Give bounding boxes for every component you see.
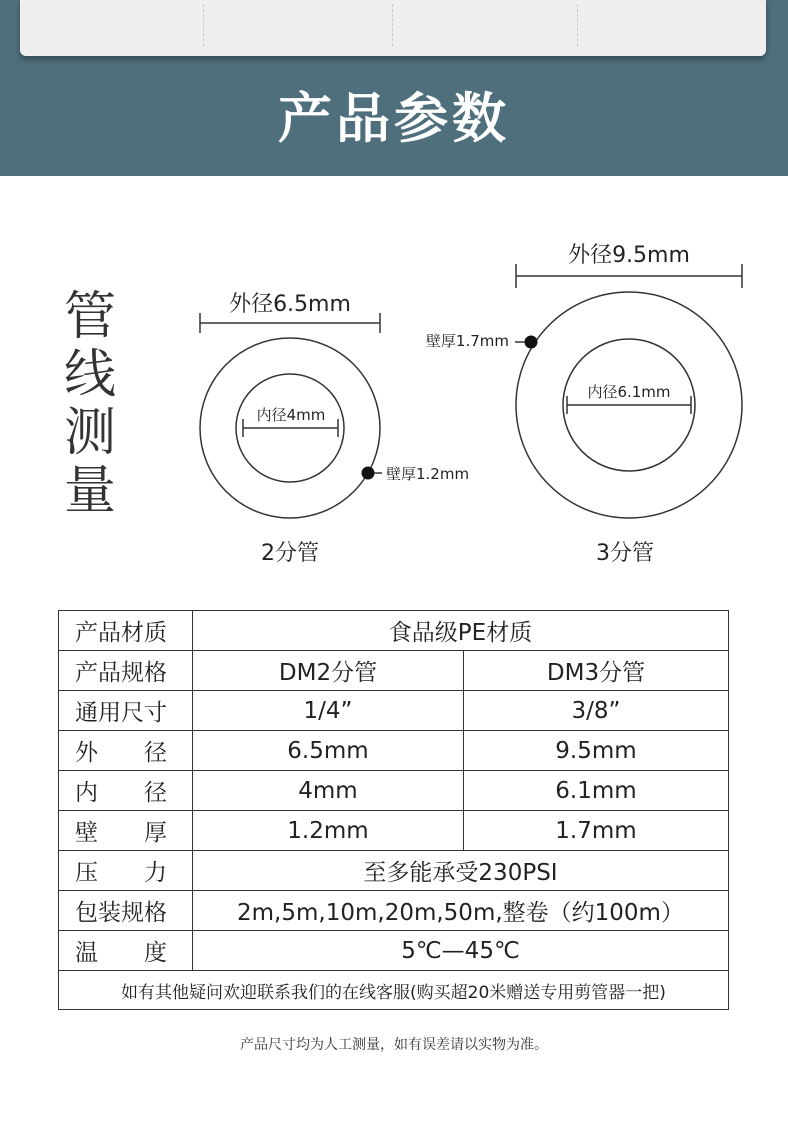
row-value: 2m,5m,10m,20m,50m,整卷（约100m）: [193, 891, 729, 931]
cell-2fen: 1/4”: [193, 691, 464, 731]
row-label: 压 力: [59, 851, 193, 891]
table-row: [59, 651, 729, 691]
row-label: 内 径: [59, 771, 193, 811]
table-row: [59, 611, 729, 651]
tube-right-wall-marker: [525, 336, 538, 349]
table-row: [59, 811, 729, 851]
cell-2fen: 4mm: [193, 771, 464, 811]
cell-3fen: 1.7mm: [464, 811, 729, 851]
cell-3fen: 9.5mm: [464, 731, 729, 771]
page-title: 产品参数: [278, 87, 510, 150]
table-row: [59, 731, 729, 771]
cell-2fen: 1.2mm: [193, 811, 464, 851]
table-row: [59, 771, 729, 811]
tube-left-wall-marker: [362, 467, 375, 480]
side-title-char: 线: [63, 345, 116, 405]
tube-right-outer-label: 外径9.5mm: [568, 243, 690, 268]
row-label: 外 径: [59, 731, 193, 771]
row-value: 5℃—45℃: [193, 931, 729, 971]
row-value: 至多能承受230PSI: [193, 851, 729, 891]
tube-left-inner-label: 内径4mm: [256, 406, 326, 424]
side-title-char: 管: [63, 287, 116, 347]
table-note: 如有其他疑问欢迎联系我们的在线客服(购买超20米赠送专用剪管器一把): [59, 971, 729, 1010]
tube-right: [426, 243, 742, 566]
spec-table: [58, 610, 729, 1010]
table-row: [59, 931, 729, 971]
table-row: [59, 891, 729, 931]
row-label: 产品规格: [59, 651, 193, 691]
cell-3fen: DM3分管: [464, 651, 729, 691]
side-title-char: 测: [63, 403, 116, 463]
tube-right-name: 3分管: [596, 541, 654, 566]
row-label: 产品材质: [59, 611, 193, 651]
footnote: 产品尺寸均为人工测量，如有误差请以实物为准。: [240, 1037, 548, 1053]
table-row: [59, 851, 729, 891]
tube-left-outer-label: 外径6.5mm: [229, 292, 351, 317]
tube-right-inner-label: 内径6.1mm: [587, 383, 671, 401]
cell-3fen: 6.1mm: [464, 771, 729, 811]
tube-left-name: 2分管: [261, 541, 319, 566]
row-label: 壁 厚: [59, 811, 193, 851]
cell-3fen: 3/8”: [464, 691, 729, 731]
row-value: 食品级PE材质: [193, 611, 729, 651]
row-label: 温 度: [59, 931, 193, 971]
tube-right-wall-label: 壁厚1.7mm: [425, 332, 509, 350]
table-row: [59, 971, 729, 1010]
tube-left-wall-label: 壁厚1.2mm: [386, 465, 470, 483]
row-label: 包装规格: [59, 891, 193, 931]
table-row: [59, 691, 729, 731]
cell-2fen: 6.5mm: [193, 731, 464, 771]
row-label: 通用尺寸: [59, 691, 193, 731]
cell-2fen: DM2分管: [193, 651, 464, 691]
side-title-char: 量: [63, 461, 116, 521]
